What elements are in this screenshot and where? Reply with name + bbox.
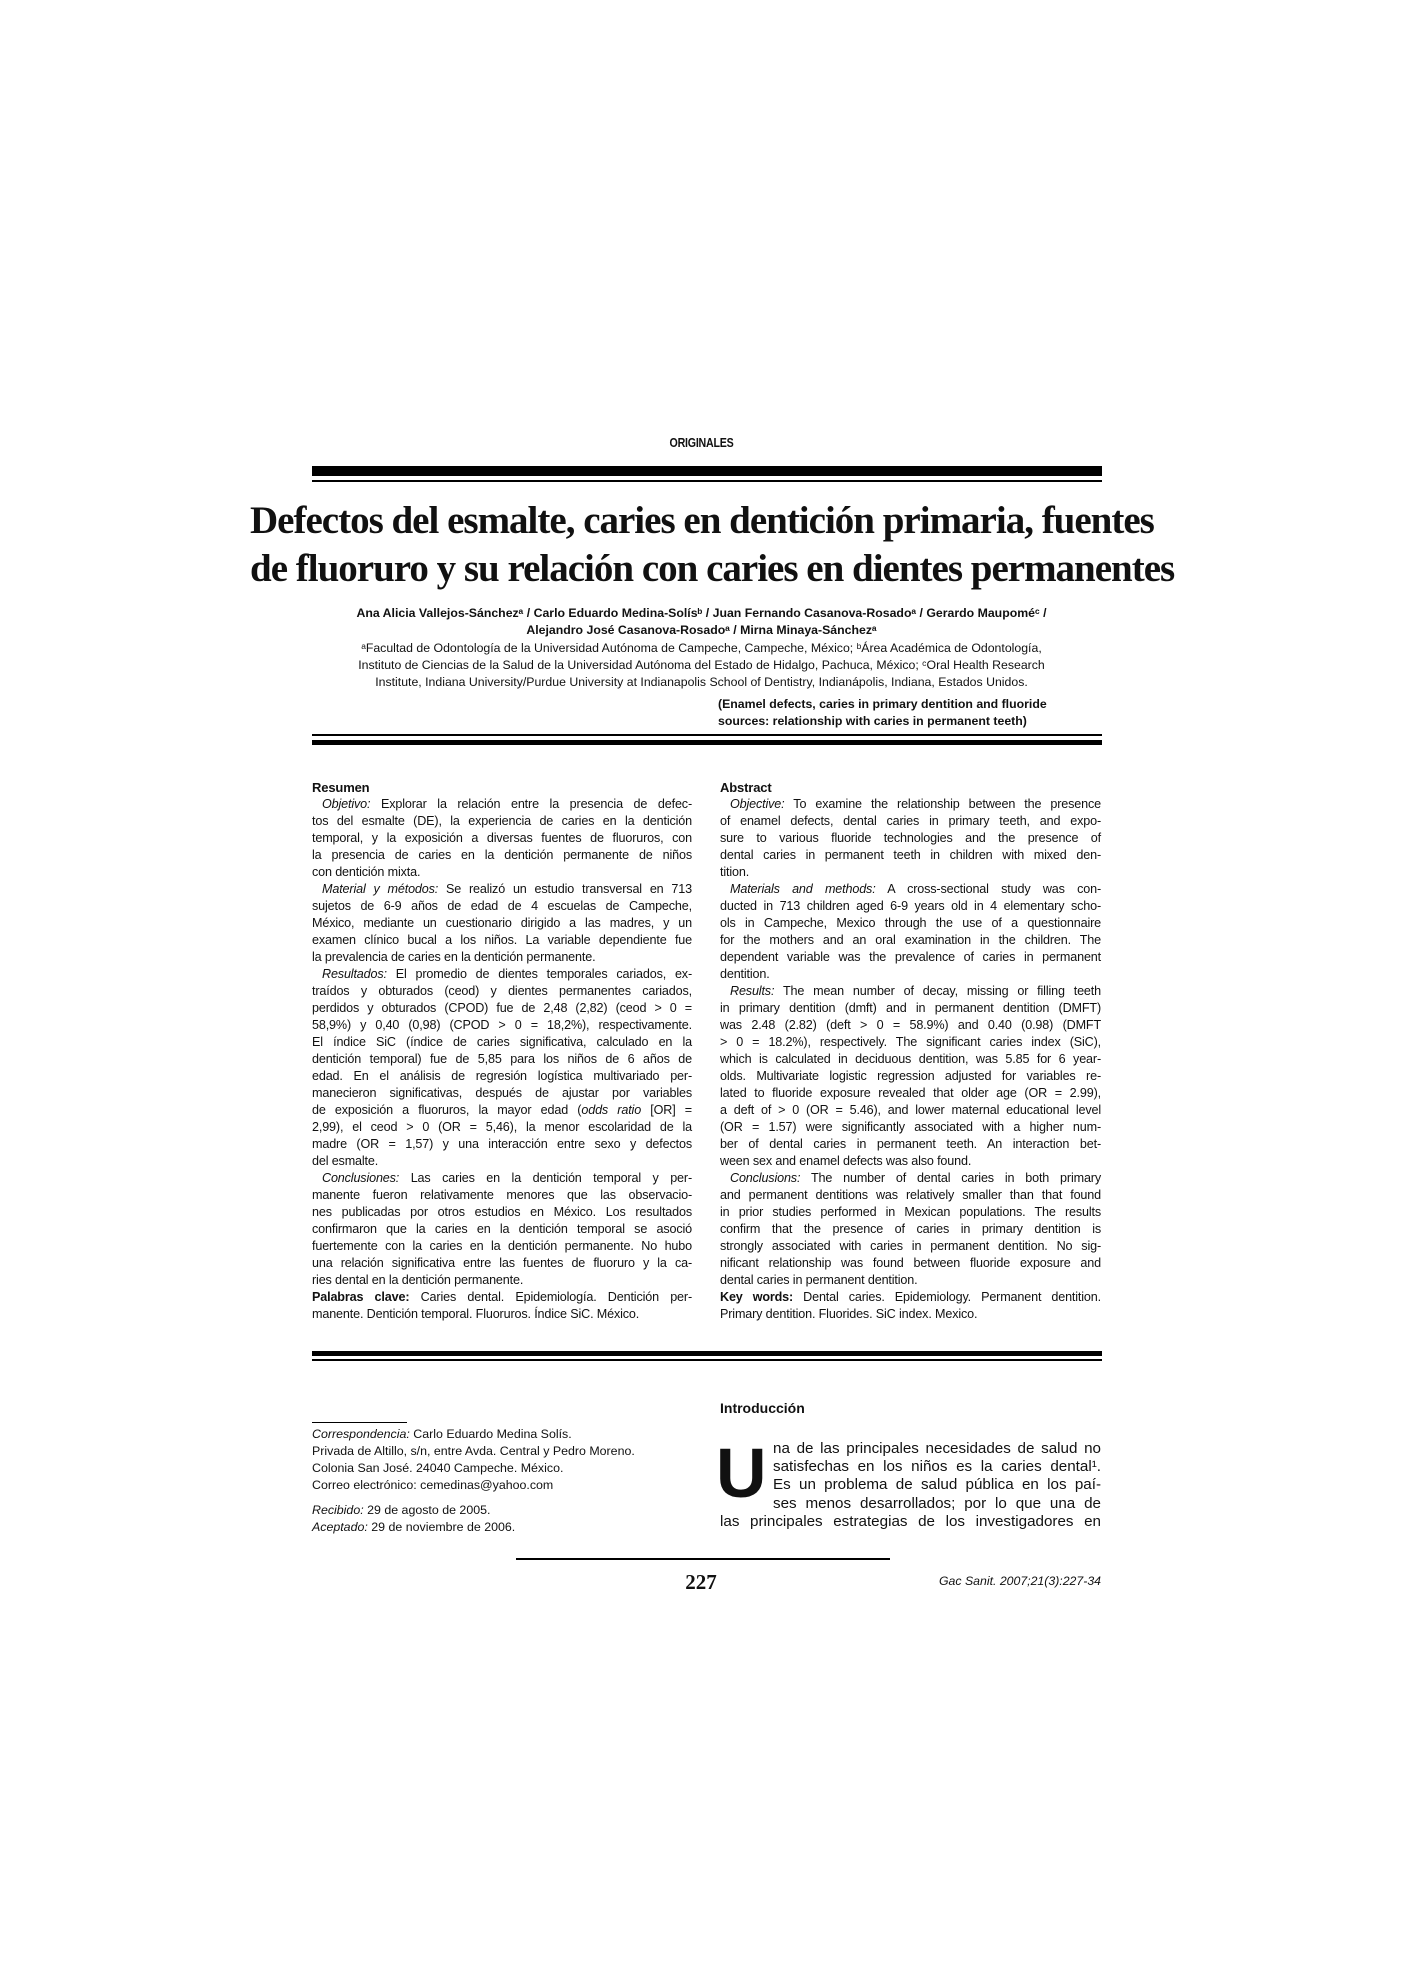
received-label: Recibido:: [312, 1503, 364, 1517]
resumen-line: manente fueron relativamente menores que las observacio-: [312, 1188, 692, 1202]
resumen-line: la prevalencia de caries en la dentición permanente.: [312, 950, 596, 964]
authors-line: Ana Alicia Vallejos-Sánchezᵃ / Carlo Eduardo Medina-Solísᵇ / Juan Fernando Casanova-Rosadoᵃ / Gerardo Maupoméᶜ /: [356, 606, 1047, 620]
resumen-line: edad. En el análisis de regresión logística multivariado per-: [312, 1069, 692, 1083]
resumen-text: Caries dental. Epidemiología. Dentición per-: [409, 1290, 692, 1304]
resumen-line: 58,9%) y 0,40 (0,98) (CPOD > 0 = 18,2%), respectivamente.: [312, 1018, 692, 1032]
abstract-line: for the mothers and an oral examination in the children. The: [720, 933, 1101, 947]
abstract-column: [720, 779, 1101, 1323]
authors: [250, 605, 1153, 639]
abstract-text: To examine the relationship between the presence: [784, 797, 1101, 811]
abstract-line: in primary dentition (dmft) and in permanent dentition (DMFT): [720, 1001, 1101, 1015]
abstract-line: nificant relationship was found between fluoride exposure and: [720, 1256, 1101, 1270]
abstract-label: Key words:: [720, 1290, 794, 1304]
title-line: Defectos del esmalte, caries en dentición primaria, fuentes: [250, 499, 1154, 542]
abstract-line: (OR = 1.57) were significantly associated with a higher num-: [720, 1120, 1101, 1134]
resumen-line: manente. Dentición temporal. Fluoruros. Índice SiC. México.: [312, 1307, 640, 1321]
abstract-line: olds. Multivariate logistic regression adjusted for variables re-: [720, 1069, 1101, 1083]
affiliations: [250, 640, 1153, 691]
abstract-line: a deft of > 0 (OR = 5.46), and lower maternal educational level: [720, 1103, 1101, 1117]
page-number: 227: [685, 1570, 717, 1594]
correspondence-address-2: Colonia San José. 24040 Campeche. México.: [312, 1461, 564, 1475]
resumen-label: Palabras clave:: [312, 1290, 410, 1304]
english-title-line: (Enamel defects, caries in primary dentition and fluoride: [718, 697, 1047, 711]
abstract-line: ber of dental caries in permanent teeth. An interaction bet-: [720, 1137, 1101, 1151]
resumen-line: madre (OR = 1,57) y una interacción entre sexo y defectos: [312, 1137, 692, 1151]
resumen-text: Las caries en la dentición temporal y per-: [399, 1171, 692, 1185]
resumen-line: confirmaron que la caries en la dentición temporal se asoció: [312, 1222, 692, 1236]
affiliation-line: Instituto de Ciencias de la Salud de la Universidad Autónoma del Estado de Hidalgo, Pachuca, México; ᶜOral Health Research: [358, 658, 1045, 672]
abstract-line: and permanent dentitions was relatively smaller than that found: [720, 1188, 1101, 1202]
abstract-line: tition.: [720, 865, 750, 879]
abstract-line: dental caries in permanent teeth in children with mixed den-: [720, 848, 1101, 862]
bottom-thin-rule: [312, 1359, 1102, 1361]
abstract-line: [720, 1289, 1101, 1306]
mid-thick-rule: [312, 740, 1102, 745]
intro-line: Es un problema de salud pública en los paí-: [773, 1476, 1101, 1494]
resumen-label: Objetivo:: [322, 797, 371, 811]
resumen-line: examen clínico bucal a los niños. La variable dependiente fue: [312, 933, 692, 947]
resumen-line: temporal, y la exposición a diversas fuentes de fluoruros, con: [312, 831, 692, 845]
footer-rule: [516, 1558, 890, 1560]
resumen-heading: Resumen: [312, 780, 370, 795]
correspondence: [312, 1426, 692, 1536]
abstract-line: confirm that the presence of caries in primary dentition is: [720, 1222, 1101, 1236]
resumen-line: traídos y obturados (ceod) y dientes permanentes cariados,: [312, 984, 692, 998]
affiliation-line: Institute, Indiana University/Purdue University at Indianapolis School of Dentistry, Indianápolis, Indiana, Estados Unidos.: [375, 675, 1028, 689]
accepted-line: [312, 1519, 692, 1536]
resumen-line: manecieron significativas, después de ajustar por variables: [312, 1086, 692, 1100]
authors-line: Alejandro José Casanova-Rosadoᵃ / Mirna Minaya-Sánchezᵃ: [526, 623, 877, 637]
mid-thin-rule: [312, 734, 1102, 736]
resumen-line: [312, 1289, 692, 1306]
abstract-line: [720, 796, 1101, 813]
abstract-line: dentition.: [720, 967, 770, 981]
resumen-text: Explorar la relación entre la presencia de defec-: [370, 797, 692, 811]
abstract-label: Results:: [730, 984, 775, 998]
resumen-body: [312, 796, 692, 1323]
resumen-line: [312, 796, 692, 813]
abstract-body: [720, 796, 1101, 1323]
resumen-label: Resultados:: [322, 967, 387, 981]
english-title: [718, 696, 1138, 730]
received-date: 29 de agosto de 2005.: [367, 1503, 491, 1517]
resumen-line: la presencia de caries en la dentición permanente de niños: [312, 848, 692, 862]
abstract-line: in prior studies performed in Mexican populations. The results: [720, 1205, 1101, 1219]
abstract-line: strongly associated with caries in permanent dentition. No sig-: [720, 1239, 1101, 1253]
resumen-line: tos del esmalte (DE), la experiencia de caries en la dentición: [312, 814, 692, 828]
top-thin-rule: [312, 480, 1102, 482]
resumen-line: 2,99), el ceod > 0 (OR = 5,46), la menor escolaridad de la: [312, 1120, 692, 1134]
journal-citation: Gac Sanit. 2007;21(3):227-34: [938, 1574, 1101, 1588]
abstract-line: which is calculated in deciduous dentition, was 5.85 for 6 year-: [720, 1052, 1101, 1066]
abstract-line: sure to various fluoride technologies and the presence of: [720, 831, 1101, 845]
resumen-line: perdidos y obturados (CPOD) fue de 2,48 (2,82) (ceod > 0 =: [312, 1001, 692, 1015]
abstract-line: lated to fluoride exposure revealed that older age (OR = 2.99),: [720, 1086, 1101, 1100]
resumen-line: nes publicadas por otros estudios en México. Los resultados: [312, 1205, 692, 1219]
resumen-line: México, mediante un cuestionario dirigido a las madres, y un: [312, 916, 692, 930]
abstract-label: Conclusions:: [730, 1171, 801, 1185]
resumen-label: Material y métodos:: [322, 882, 439, 896]
resumen-line: [312, 881, 692, 898]
intro-line: las principales estrategias de los investigadores en: [720, 1512, 1101, 1530]
article-title: [250, 497, 1175, 593]
accepted-date: 29 de noviembre de 2006.: [371, 1520, 516, 1534]
english-title-line: sources: relationship with caries in permanent teeth): [718, 714, 1027, 728]
abstract-line: dependent variable was the prevalence of caries in permanent: [720, 950, 1101, 964]
abstract-label: Materials and methods:: [730, 882, 876, 896]
resumen-text: El promedio de dientes temporales cariados, ex-: [386, 967, 692, 981]
abstract-line: [720, 1170, 1101, 1187]
resumen-line: fuertemente con la caries en la dentición permanente. No hubo: [312, 1239, 692, 1253]
resumen-line: El índice SiC (índice de caries significativa, calculado en la: [312, 1035, 692, 1049]
resumen-line: [312, 966, 692, 983]
received-line: [312, 1502, 692, 1519]
intro-dropcap: U: [716, 1434, 767, 1512]
intro-line: na de las principales necesidades de salud no: [773, 1440, 1101, 1457]
abstract-line: ween sex and enamel defects was also found.: [720, 1154, 972, 1168]
abstract-line: [720, 983, 1101, 1000]
abstract-label: Objective:: [730, 797, 785, 811]
abstract-line: ducted in 713 children aged 6-9 years old in 4 elementary scho-: [720, 899, 1101, 913]
correspondence-email: Correo electrónico: cemedinas@yahoo.com: [312, 1478, 554, 1492]
abstract-line: [720, 881, 1101, 898]
abstract-line: was 2.48 (2.82) (deft > 0 = 58.9%) and 0.40 (0.98) (DMFT: [720, 1018, 1101, 1032]
abstract-line: > 0 = 18.2%), respectively. The significant caries index (SiC),: [720, 1035, 1101, 1049]
resumen-label: Conclusiones:: [322, 1171, 400, 1185]
odds-ratio-term: odds ratio: [581, 1103, 642, 1117]
affiliation-line: ᵃFacultad de Odontología de la Universidad Autónoma de Campeche, Campeche, México; ᵇÁrea Académica de Odontología,: [361, 641, 1042, 655]
abstract-text: A cross-sectional study was con-: [875, 882, 1101, 896]
resumen-line: sujetos de 6-9 años de edad de 4 escuelas de Campeche,: [312, 899, 692, 913]
correspondence-line: [312, 1426, 692, 1443]
resumen-line: de exposición a fluoruros, la mayor edad (odds ratio [OR] =: [312, 1103, 692, 1117]
abstract-text: Dental caries. Epidemiology. Permanent dentition.: [793, 1290, 1101, 1304]
intro-line: ses menos desarrollados; por lo que una de: [773, 1494, 1101, 1512]
resumen-line: del esmalte.: [312, 1154, 379, 1168]
correspondence-label: Correspondencia:: [312, 1427, 410, 1441]
resumen-line: dentición temporal) fue de 5,85 para los niños de 6 años de: [312, 1052, 692, 1066]
abstract-line: ols in Campeche, Mexico through the use of a questionnaire: [720, 916, 1101, 930]
intro-line: satisfechas en los niños es la caries dental¹.: [773, 1458, 1101, 1476]
resumen-line: una relación significativa entre las fuentes de fluoruro y la ca-: [312, 1256, 692, 1270]
abstract-line: of enamel defects, dental caries in primary teeth, and expo-: [720, 814, 1101, 828]
abstract-line: Primary dentition. Fluorides. SiC index. Mexico.: [720, 1307, 978, 1321]
abstract-heading: Abstract: [720, 780, 772, 795]
abstract-text: The mean number of decay, missing or filling teeth: [774, 984, 1101, 998]
top-thick-rule: [312, 466, 1102, 476]
resumen-column: [312, 779, 692, 1323]
accepted-label: Aceptado:: [312, 1520, 368, 1534]
resumen-line: [312, 1170, 692, 1187]
correspondence-name: Carlo Eduardo Medina Solís.: [413, 1427, 572, 1441]
intro-body: [720, 1440, 1101, 1531]
abstract-text: The number of dental caries in both primary: [800, 1171, 1101, 1185]
resumen-text: Se realizó un estudio transversal en 713: [438, 882, 692, 896]
section-label: ORIGINALES: [669, 435, 734, 450]
resumen-line: con dentición mixta.: [312, 865, 421, 879]
footnote-rule: [312, 1422, 407, 1423]
correspondence-address-1: Privada de Altillo, s/n, entre Avda. Central y Pedro Moreno.: [312, 1444, 635, 1458]
resumen-line: ries dental en la dentición permanente.: [312, 1273, 524, 1287]
abstract-line: dental caries in permanent dentition.: [720, 1273, 918, 1287]
intro-heading: Introducción: [720, 1400, 805, 1416]
title-line: de fluoruro y su relación con caries en dientes permanentes: [250, 547, 1175, 590]
bottom-thick-rule: [312, 1351, 1102, 1356]
